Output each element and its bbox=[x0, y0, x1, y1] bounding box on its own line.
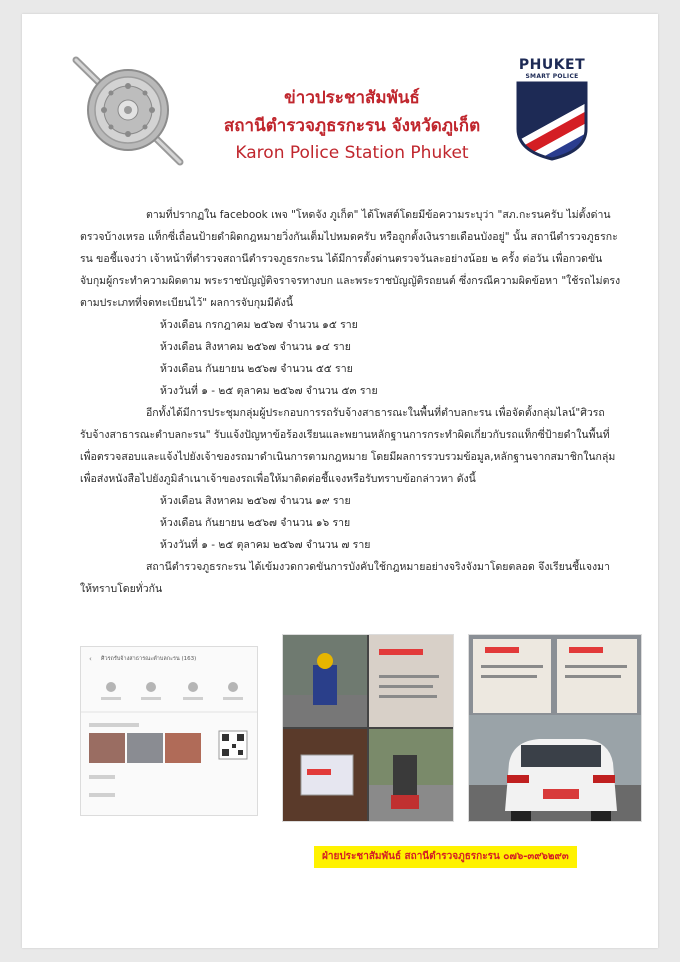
footer-contact: ฝ่ายประชาสัมพันธ์ สถานีตำรวจภูธรกะรน ๐๗๖-๓๙๖๒๙๓ bbox=[314, 846, 577, 868]
list2-item-2: ห้วงเดือน กันยายน ๒๕๖๗ จำนวน ๑๖ ราย bbox=[160, 517, 351, 529]
body-text bbox=[80, 204, 622, 600]
press-release-page bbox=[22, 14, 658, 948]
badge-title: PHUKET bbox=[518, 57, 586, 73]
paragraph-3: สถานีตำรวจภูธรกะรน ได้เข้มงวดกวดขันการบังคับใช้กฎหมายอย่างจริงจังมาโดยตลอด จึงเรียนชี้แจงมาให้ทราบโดยทั่วกัน bbox=[80, 561, 610, 595]
shield-icon bbox=[514, 81, 590, 161]
list2-item-3: ห้วงวันที่ ๑ - ๒๕ ตุลาคม ๒๕๖๗ จำนวน ๗ ราย bbox=[160, 539, 371, 551]
list1-item-1: ห้วงเดือน กรกฎาคม ๒๕๖๗ จำนวน ๑๕ ราย bbox=[160, 319, 358, 331]
evidence-photos-right bbox=[468, 634, 642, 822]
list1-item-3: ห้วงเดือน กันยายน ๒๕๖๗ จำนวน ๕๕ ราย bbox=[160, 363, 353, 375]
evidence-photos-middle bbox=[282, 634, 454, 822]
paragraph-1: ตามที่ปรากฏใน facebook เพจ "โหดจัง ภูเก็ต" ได้โพสต์โดยมีข้อความระบุว่า "สภ.กะรนครับ ไม่ตั้งด่านตรวจบ้างเหรอ แท็กซี่เถื่อนป้ายดำผิดกฎหมายวิ่งกันเต็มไปหมดครับ หรือถูกตั้งเงินรายเดือนบังอยู่" นั้น สถานีตำรวจภูธรกะรน ขอชี้แจงว่า เจ้าหน้าที่ตำรวจสถานีตำรวจภูธรกะรน ได้มีการตั้งด่านตรวจวันละอย่างน้อย ๒ ครั้ง ต่อวัน เพื่อกวดขันจับกุมผู้กระทำความผิดตาม พระราชบัญญัติจราจรทางบก และพระราชบัญญัติรถยนต์ ซึ่งกรณีความผิดข้อหา "ใช้รถไม่ตรงตามประเภทที่จดทะเบียนไว้" ผลการจับกุมมีดังนี้ bbox=[80, 209, 621, 309]
line-group-screenshot bbox=[80, 646, 258, 816]
station-name-thai: สถานีตำรวจภูธรกะรน จังหวัดภูเก็ต bbox=[223, 116, 481, 136]
group-name: ศิวรถรับจ้างสาธารณะตำบลกะรน (163) bbox=[101, 656, 197, 662]
station-name-english: Karon Police Station Phuket bbox=[235, 143, 469, 163]
phuket-smart-police-badge bbox=[514, 58, 590, 164]
header-text bbox=[192, 84, 512, 166]
list1-item-2: ห้วงเดือน สิงหาคม ๒๕๖๗ จำนวน ๑๔ ราย bbox=[160, 341, 351, 353]
list1-item-4: ห้วงวันที่ ๑ - ๒๕ ตุลาคม ๒๕๖๗ จำนวน ๕๓ ราย bbox=[160, 385, 378, 397]
chat-thumbnail bbox=[81, 673, 257, 815]
back-icon: ‹ bbox=[89, 655, 92, 663]
badge-subtitle: SMART POLICE bbox=[525, 73, 579, 80]
paragraph-2: อีกทั้งได้มีการประชุมกลุ่มผู้ประกอบการรถรับจ้างสาธารณะในพื้นที่ตำบลกะรน เพื่อจัดตั้งกลุ่มไลน์"ศิวรถรับจ้างสาธารณะตำบลกะรน" รับแจ้งปัญหาข้อร้องเรียนและพยานหลักฐานการกระทำผิดเกี่ยวกับรถแท็กซี่ป้ายดำในพื้นที่ เพื่อตรวจสอบและแจ้งไปยังเจ้าของรถมาดำเนินการตามกฎหมาย โดยมีผลการรวบรวมข้อมูล,หลักฐานจากสมาชิกในกลุ่ม เพื่อส่งหนังสือไปยังภูมิลำเนาเจ้าของรถเพื่อให้มาติดต่อชี้แจงหรือรับทราบข้อกล่าวหา ดังนี้ bbox=[80, 407, 616, 485]
announcement-title: ข่าวประชาสัมพันธ์ bbox=[284, 88, 420, 108]
police-emblem-icon bbox=[62, 38, 190, 168]
list2-item-1: ห้วงเดือน สิงหาคม ๒๕๖๗ จำนวน ๑๙ ราย bbox=[160, 495, 351, 507]
